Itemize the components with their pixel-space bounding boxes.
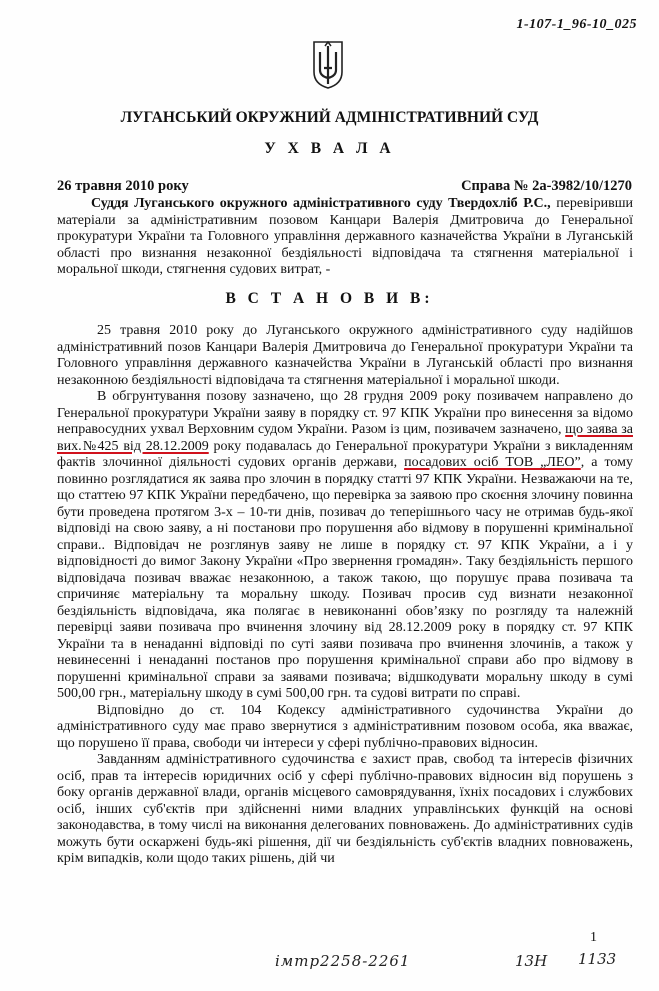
intro-text: перевіривши матеріали за адміністративним позовом Канцари Валерія Дмитровича до Генеральної прокуратури України та Головного управління державного казначейства України в Луганській області про визнання незаконної бездіяльності відповідача та стягнення матеріальної і моральної шкоди, стягнення судових витрат, - <box>57 196 633 277</box>
section-heading: В С Т А Н О В И В: <box>225 290 434 307</box>
handwritten-note-2: 13Н <box>515 952 548 970</box>
paragraph-4: Завданням адміністративного судочинства є захист прав, свобод та інтересів фізичних осіб, прав та інтересів юридичних осіб у сфері публічно-правових відносин від порушень з боку органів державної влади, органів місцевого самоврядування, їхніх посадових і службових осіб, інших суб'єктів при здійсненні ними владних управлінських функцій на основі законодавства, в тому числі на виконання делегованих повноважень. До адміністративних судів можуть бути оскаржені будь-які рішення, дії чи бездіяльність суб'єктів владних повноважень, крім випадків, коли щодо таких рішень, дій чи <box>57 752 633 866</box>
handwritten-note-1: імтр2258-2261 <box>275 952 411 970</box>
paragraph-3: Відповідно до ст. 104 Кодексу адміністративного судочинства України до адміністративного суду має право звернутися з адміністративним позовом особа, яка вважає, що порушено її права, свободи чи інтереси у сфері публічно-правових відносин. <box>57 702 633 751</box>
trident-emblem-icon <box>310 38 346 90</box>
court-name: ЛУГАНСЬКИЙ ОКРУЖНИЙ АДМІНІСТРАТИВНИЙ СУД <box>120 109 539 126</box>
handwritten-note-3: 1133 <box>578 950 617 968</box>
page-number: 1 <box>590 930 597 945</box>
intro-paragraph <box>57 196 633 279</box>
document-code: 1-107-1_96-10_025 <box>516 17 637 32</box>
underlined-phrase-1: що заява за вих.№425 від 28.12.2009 <box>57 422 633 454</box>
paragraph-2 <box>57 389 633 703</box>
case-number: Справа № 2а-3982/10/1270 <box>461 178 632 194</box>
judge-name: Суддя Луганського окружного адміністративного суду Твердохліб Р.С., <box>91 196 551 211</box>
body-text <box>57 323 633 868</box>
date-case-line <box>57 178 632 195</box>
paragraph-2-part-b: року подавалась до Генеральної прокуратури України з викладенням фактів злочинної діяльності судових органів держави, <box>57 438 633 470</box>
ruling-date: 26 травня 2010 року <box>57 178 189 194</box>
document-type: У Х В А Л А <box>264 140 395 157</box>
paragraph-2-part-a: В обгрунтування позову зазначено, що 28 грудня 2009 року позивачем направлено до Генеральної прокуратури України заяву в порядку ст. 97 КПК України про винесення за відомо неправосудних ухвал Верховним судом України. Разом із цим, позивачем зазначено, <box>57 389 633 437</box>
paragraph-1: 25 травня 2010 року до Луганського окружного адміністративного суду надійшов адміністративний позов Канцари Валерія Дмитровича до Генеральної прокуратури України та Головного управління державного казначейства України в Луганській області про визнання незаконною бездіяльності відповідача та стягнення матеріальної і моральної шкоди. <box>57 323 633 388</box>
underlined-phrase-2: посадових осіб ТОВ „ЛЕО” <box>404 455 581 470</box>
paragraph-2-part-c: , а тому повинно розглядатися як заява про злочин в порядку статті 97 КПК України. Незважаючи на те, що статтею 97 КПК України передбачено, що перевірка за заявою про скоєння злочину повинна бути проведена протягом 3-х – 10-ти днів, позивач до теперішнього часу не отримав будь-якої відповіді на свою заяву, а ні постанови про порушення або відмову в порушенні кримінальної справи.. Відповідач не розглянув заяву не лише в порядку ст. 97 КПК України, а і у відповідності до вимог Закону України «Про звернення громадян». Таку бездіяльність першого відповідача позивач вважає незаконною, а також такою, що порушує права позивача та спричиняє матеріальну та моральну шкоду. Позивач просив суд визнати незаконної бездіяльність відповідача, яка полягає в невиконанні обов’язку по розгляду та належній перевірці заяви позивача про вчинення злочину від 28.12.2009 року в порядку ст. 97 КПК України та в ненаданні відповіді по суті заяви позивача про вчинення злочинів, а також у невинесенні і ненаданні постанов про порушення кримінальної справи або про відмову в порушенні кримінальної справи за заявами позивача; відшкодувати моральну шкоду в сумі 500,00 грн., матеріальну шкоду в сумі 500,00 грн. та судові витрати по справі. <box>57 455 633 701</box>
